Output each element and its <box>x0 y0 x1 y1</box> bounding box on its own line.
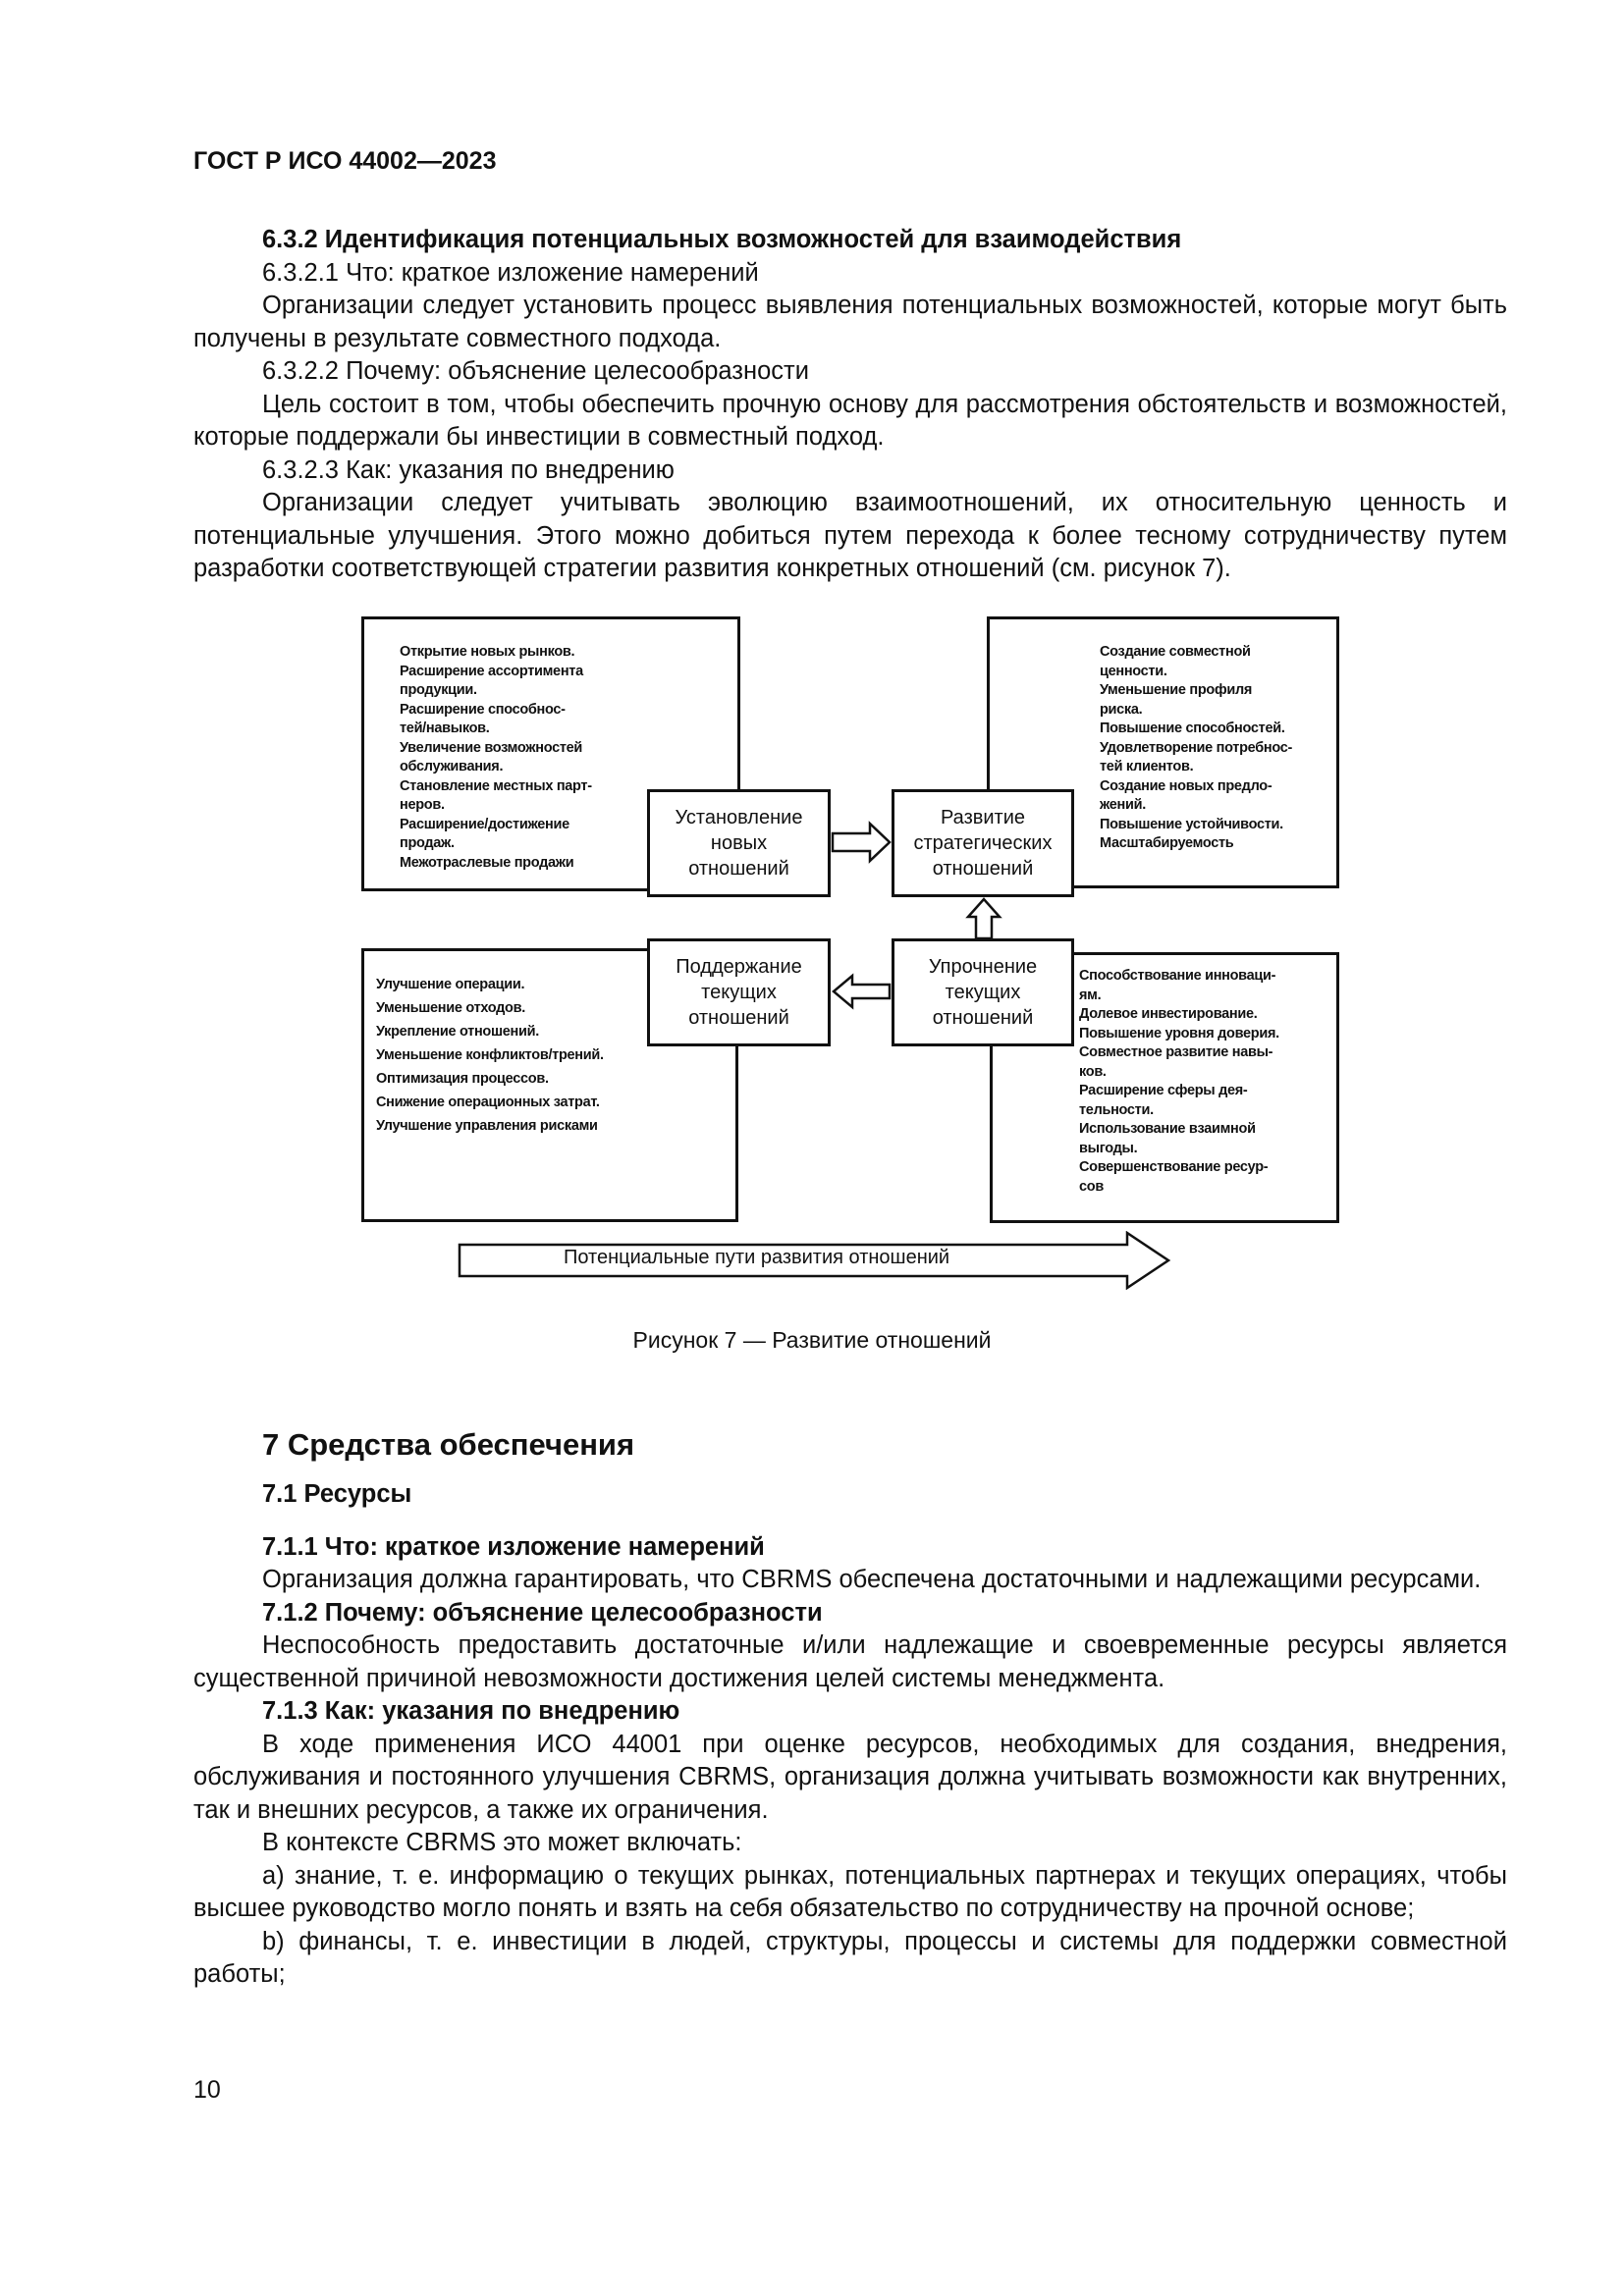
section-heading: 7 Средства обеспечения <box>262 1427 635 1462</box>
page-number: 10 <box>193 2076 221 2104</box>
benefit-line: ценности. <box>1100 663 1167 679</box>
subsection-title: 7.1.3 Как: указания по внедрению <box>262 1697 680 1725</box>
benefit-line: неров. <box>400 797 445 813</box>
benefit-line: Повышение уровня доверия. <box>1079 1025 1279 1041</box>
benefit-line: Расширение ассортимента <box>400 663 583 679</box>
benefit-line: Совместное развитие навы- <box>1079 1044 1273 1060</box>
paragraph: Организации следует учитывать эволюцию взаимоотношений, их относительную ценность и потенциальные улучшения. Этого можно добиться путем перехода к более тесному сотрудничеству путем разработки соответствующей стратегии развития конкретных отношений (см. рисунок 7). <box>193 489 1507 582</box>
benefit-line: сов <box>1079 1178 1104 1195</box>
benefit-line: Межотраслевые продажи <box>400 854 574 871</box>
benefit-line: продаж. <box>400 835 455 851</box>
section-heading: 6.3.2 Идентификация потенциальных возможностей для взаимодействия <box>262 226 1182 253</box>
stage-new-relationships: Установление новых отношений <box>647 789 831 897</box>
benefit-line: Повышение способностей. <box>1100 721 1285 736</box>
benefit-line: ям. <box>1079 987 1102 1003</box>
stage-strategic-relationships: Развитие стратегических отношений <box>892 789 1074 897</box>
benefit-line: продукции. <box>400 682 477 698</box>
benefit-line: Удовлетворение потребнос- <box>1100 739 1293 756</box>
paragraph: В ходе применения ИСО 44001 при оценке ресурсов, необходимых для создания, внедрения, обслуживания и постоянного улучшения CBRMS, организация должна учитывать возможности как внутренних, так и внешних ресурсов, а также их ограничения. <box>193 1730 1507 1824</box>
benefit-line: Расширение/достижение <box>400 816 569 832</box>
subsection-heading: 7.1 Ресурсы <box>262 1480 412 1508</box>
paragraph: Организация должна гарантировать, что CBRMS обеспечена достаточными и надлежащими ресурсами. <box>262 1566 1482 1593</box>
subsection-title: 6.3.2.2 Почему: объяснение целесообразности <box>262 357 809 385</box>
benefit-line: риска. <box>1100 701 1143 718</box>
subsection-title: 7.1.1 Что: краткое изложение намерений <box>262 1532 765 1561</box>
benefit-line: Совершенствование ресур- <box>1079 1159 1269 1175</box>
paragraph: В контексте CBRMS это может включать: <box>262 1829 742 1856</box>
stage-maintain-relationships: Поддержание текущих отношений <box>647 938 831 1046</box>
benefit-line: Оптимизация процессов. <box>376 1071 549 1087</box>
benefit-line: Уменьшение отходов. <box>376 1000 525 1016</box>
benefit-line: Масштабируемость <box>1100 835 1234 851</box>
benefit-line: тей клиентов. <box>1100 759 1194 774</box>
benefit-line: Повышение устойчивости. <box>1100 816 1283 832</box>
benefit-line: ков. <box>1079 1063 1107 1080</box>
benefit-line: Создание новых предло- <box>1100 777 1272 794</box>
paragraph: Цель состоит в том, чтобы обеспечить прочную основу для рассмотрения обстоятельств и возможностей, которые поддержали бы инвестиции в совместный подход. <box>193 390 1507 451</box>
arrow-right-icon <box>831 821 892 864</box>
benefit-line: тей/навыков. <box>400 721 490 736</box>
benefit-line: обслуживания. <box>400 759 504 774</box>
benefit-line: Улучшение операции. <box>376 977 525 992</box>
section-7 <box>193 1425 1507 1992</box>
relationship-development-diagram <box>353 609 1355 1296</box>
benefit-line: Уменьшение конфликтов/трений. <box>376 1047 604 1063</box>
benefit-line: Уменьшение профиля <box>1100 682 1253 698</box>
document-header: ГОСТ Р ИСО 44002—2023 <box>193 147 497 175</box>
list-item: a) знание, т. е. информацию о текущих рынках, потенциальных партнерах и текущих операциях, чтобы высшее руководство могло понять и взять на себя обязательство по сотрудничеству на прочной основе; <box>193 1861 1507 1922</box>
benefit-line: Долевое инвестирование. <box>1079 1006 1258 1022</box>
paragraph: Неспособность предоставить достаточные и/или надлежащие и своевременные ресурсы является существенной причиной невозможности достижения целей системы менеджмента. <box>193 1631 1507 1692</box>
section-6-3-2 <box>193 224 1507 586</box>
stage-strengthen-relationships: Упрочнение текущих отношений <box>892 938 1074 1046</box>
benefit-line: Увеличение возможностей <box>400 739 583 756</box>
benefit-line: Использование взаимной <box>1079 1121 1256 1137</box>
arrow-up-icon <box>964 897 1003 940</box>
benefit-line: Открытие новых рынков. <box>400 644 575 660</box>
benefit-list <box>1079 967 1336 1197</box>
benefit-line: Укрепление отношений. <box>376 1024 539 1040</box>
figure-caption: Рисунок 7 — Развитие отношений <box>632 1327 992 1353</box>
list-item: b) финансы, т. е. инвестиции в людей, структуры, процессы и системы для поддержки совместной работы; <box>193 1927 1507 1988</box>
benefit-line: Расширение способнос- <box>400 701 566 718</box>
arrow-label: Потенциальные пути развития отношений <box>564 1247 950 1268</box>
benefit-list <box>1100 643 1336 854</box>
benefit-line: Способствование инноваци- <box>1079 968 1276 984</box>
paragraph: Организации следует установить процесс выявления потенциальных возможностей, которые могут быть получены в результате совместного подхода. <box>193 292 1507 352</box>
potential-development-paths-arrow <box>458 1231 1172 1290</box>
subsection-title: 7.1.2 Почему: объяснение целесообразности <box>262 1598 823 1627</box>
benefit-line: Становление местных парт- <box>400 777 592 794</box>
benefit-line: жений. <box>1100 797 1146 813</box>
subsection-title: 6.3.2.3 Как: указания по внедрению <box>262 455 675 484</box>
benefit-line: Создание совместной <box>1100 644 1251 660</box>
subsection-title: 6.3.2.1 Что: краткое изложение намерений <box>262 258 759 287</box>
benefit-line: выгоды. <box>1079 1140 1138 1156</box>
benefit-line: Улучшение управления рисками <box>376 1118 598 1134</box>
benefit-line: Снижение операционных затрат. <box>376 1095 600 1110</box>
arrow-left-icon <box>831 972 892 1011</box>
benefit-line: Расширение сферы дея- <box>1079 1083 1248 1098</box>
benefit-line: тельности. <box>1079 1101 1154 1118</box>
